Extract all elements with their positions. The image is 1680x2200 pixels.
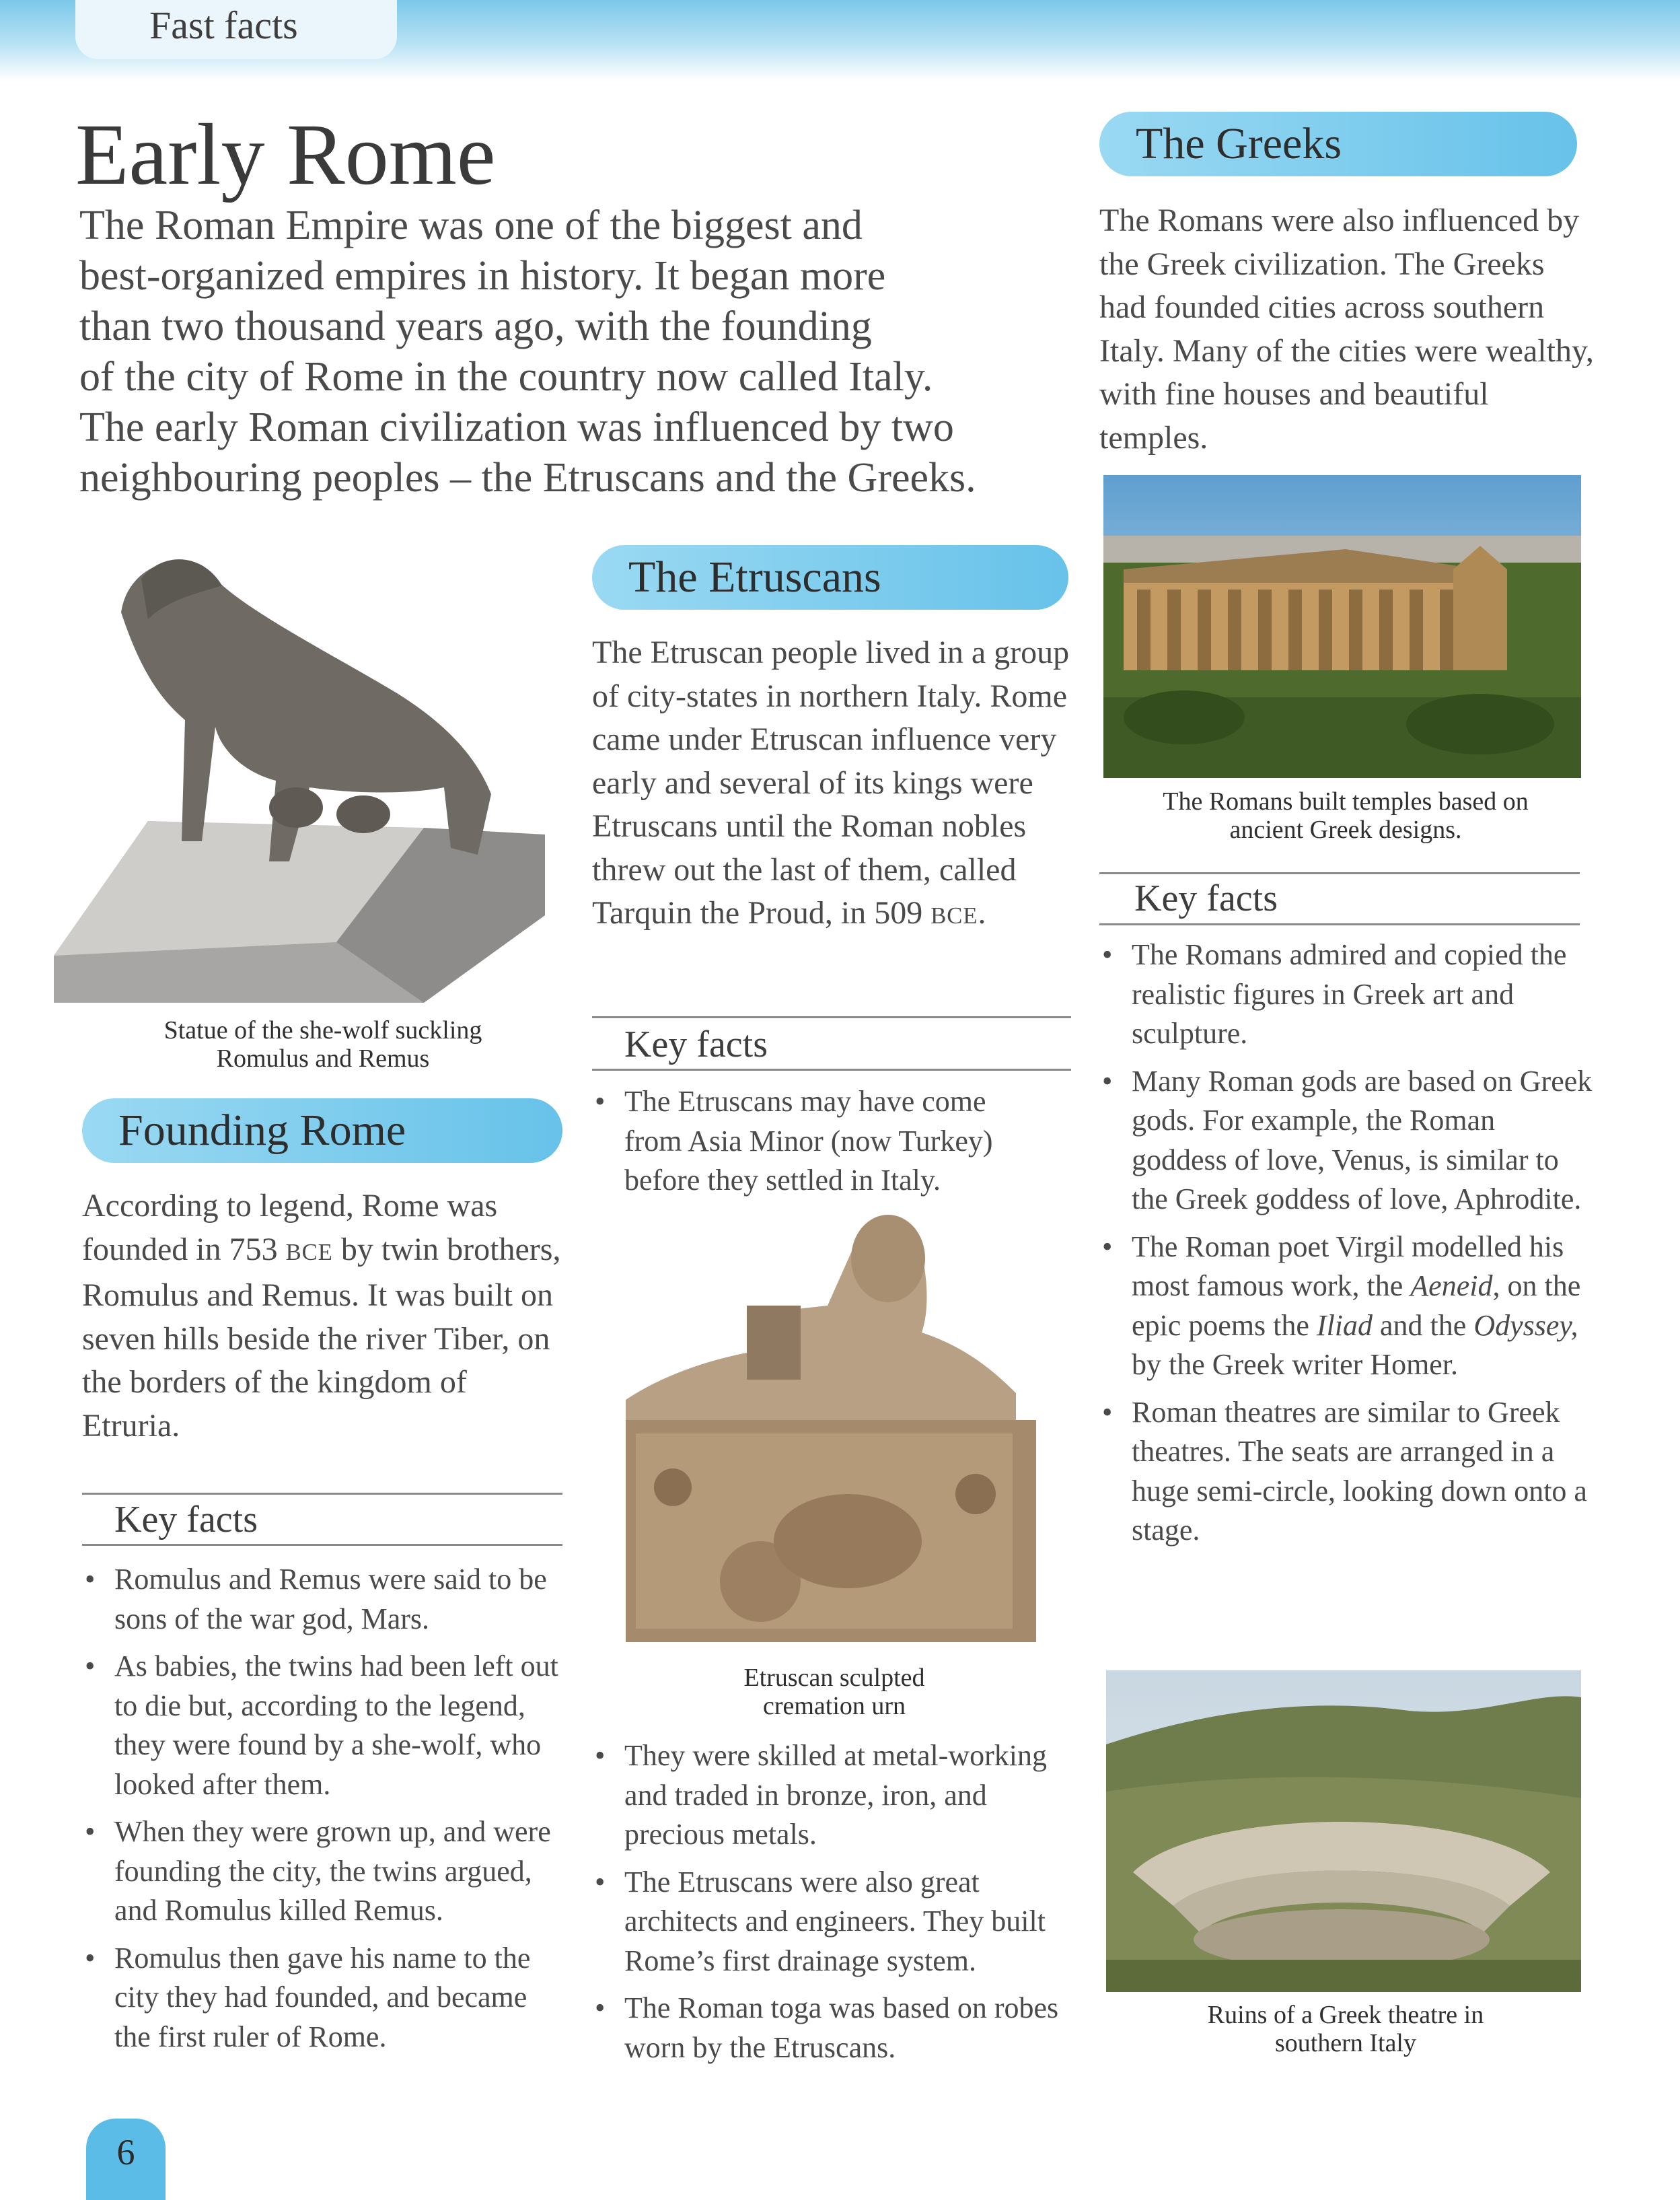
greeks-body: The Romans were also influenced by the Greek civilization. The Greeks had founded cities across southern Italy. Many of the cities were wealthy, with fine houses and beautiful temples.	[1099, 203, 1594, 456]
key-facts-title: Key facts	[1134, 878, 1278, 919]
etruscans-key-facts-list	[592, 1082, 1050, 1209]
etruscans-heading: The Etruscans	[592, 545, 1068, 610]
list-item: • The Etruscans may have come from Asia Minor (now Turkey) before they settled in Italy.	[592, 1082, 1050, 1201]
body-text-segment: The Etruscan people lived in a group of city-states in northern Italy. Rome came under Etruscan influence very early and several of its kings were Etruscans until the Roman nobles threw out the last of them, called Tarquin the Proud, in 509	[592, 635, 1070, 931]
list-item: • Many Roman gods are based on Greek gods. For example, the Roman goddess of love, Venus, is similar to the Greek goddess of love, Aphrodite.	[1099, 1062, 1597, 1219]
divider	[592, 1016, 1071, 1018]
caption-line: Ruins of a Greek theatre in	[1207, 2001, 1484, 2029]
founding-body	[82, 1184, 567, 1448]
body-text-segment: According to legend, Rome was founded in 753	[82, 1188, 498, 1267]
theatre-caption	[1103, 2001, 1588, 2057]
greeks-key-facts-list	[1099, 935, 1597, 1559]
work-title: Odyssey,	[1473, 1308, 1578, 1342]
key-facts-title: Key facts	[114, 1499, 258, 1540]
list-item: • Romulus then gave his name to the city they had founded, and became the first ruler of Rome.	[82, 1939, 567, 2057]
founding-heading: Founding Rome	[82, 1098, 562, 1163]
divider	[1099, 923, 1580, 925]
intro-line: than two thousand years ago, with the founding	[79, 304, 872, 349]
greeks-heading: The Greeks	[1099, 112, 1577, 176]
divider	[1099, 872, 1580, 874]
body-text-segment: The Roman poet Virgil modelled his most famous work, the	[1132, 1230, 1564, 1302]
body-text-segment: by the Greek writer Homer.	[1132, 1348, 1459, 1381]
caption-line: ancient Greek designs.	[1229, 816, 1462, 844]
key-facts-title: Key facts	[624, 1024, 768, 1065]
temple-caption	[1103, 787, 1588, 844]
list-item: • Roman theatres are similar to Greek theatres. The seats are arranged in a huge semi-circle, looking down onto a stage.	[1099, 1393, 1597, 1551]
list-item: • As babies, the twins had been left out to die but, according to the legend, they were found by a she-wolf, who looked after them.	[82, 1647, 567, 1804]
wolf-caption	[61, 1016, 585, 1073]
divider	[82, 1493, 562, 1495]
etruscan-urn-image	[612, 1205, 1036, 1653]
caption-line: cremation urn	[762, 1692, 906, 1720]
caption-line: Statue of the she-wolf suckling	[163, 1016, 482, 1044]
founding-key-facts-list	[82, 1560, 567, 2065]
intro-line: The Roman Empire was one of the biggest and	[79, 203, 863, 248]
caption-line: The Romans built temples based on	[1163, 787, 1529, 816]
body-text-segment: by twin brothers, Romulus and Remus. It was built on seven hills beside the river Tiber, on the borders of the kingdom of Etruria.	[82, 1231, 561, 1444]
list-item: • The Etruscans were also great architects and engineers. They built Rome’s first drainage system.	[592, 1863, 1074, 1981]
list-item: • The Romans admired and copied the realistic figures in Greek art and sculpture.	[1099, 935, 1597, 1054]
page-number: 6	[86, 2119, 166, 2200]
list-item: • Romulus and Remus were said to be sons of the war god, Mars.	[82, 1560, 567, 1639]
section-tab: Fast facts	[75, 0, 397, 59]
intro-line: neighbouring peoples – the Etruscans and the Greeks.	[79, 455, 976, 501]
page-title: Early Rome	[75, 106, 496, 203]
work-title: Aeneid	[1410, 1269, 1493, 1302]
intro-line: of the city of Rome in the country now called Italy.	[79, 354, 933, 400]
list-item: • When they were grown up, and were founding the city, the twins argued, and Romulus killed Remus.	[82, 1812, 567, 1931]
era-abbreviation: BCE	[930, 903, 978, 929]
list-item: • The Roman toga was based on robes worn by the Etruscans.	[592, 1989, 1074, 2067]
greek-temple-image	[1103, 475, 1581, 778]
era-abbreviation: BCE	[285, 1239, 333, 1265]
etruscans-key-facts-list-continued	[592, 1736, 1074, 2075]
list-item: • They were skilled at metal-working and traded in bronze, iron, and precious metals.	[592, 1736, 1074, 1855]
caption-line: southern Italy	[1274, 2029, 1416, 2057]
she-wolf-statue-image	[47, 538, 558, 1003]
divider	[82, 1544, 562, 1546]
intro-line: best-organized empires in history. It began more	[79, 253, 886, 299]
intro-line: The early Roman civilization was influenced by two	[79, 404, 954, 450]
body-text-segment: and the	[1373, 1308, 1474, 1342]
body-text-segment: , on the epic poems the	[1132, 1269, 1581, 1342]
etruscans-body	[592, 631, 1071, 938]
intro-paragraph	[79, 201, 1035, 503]
greek-theatre-image	[1106, 1670, 1581, 1992]
divider	[592, 1069, 1071, 1071]
urn-caption	[612, 1664, 1056, 1720]
body-text-segment: .	[978, 895, 986, 931]
caption-line: Romulus and Remus	[216, 1044, 430, 1073]
list-item	[1099, 1228, 1597, 1385]
caption-line: Etruscan sculpted	[743, 1664, 925, 1692]
work-title: Iliad	[1316, 1308, 1373, 1342]
